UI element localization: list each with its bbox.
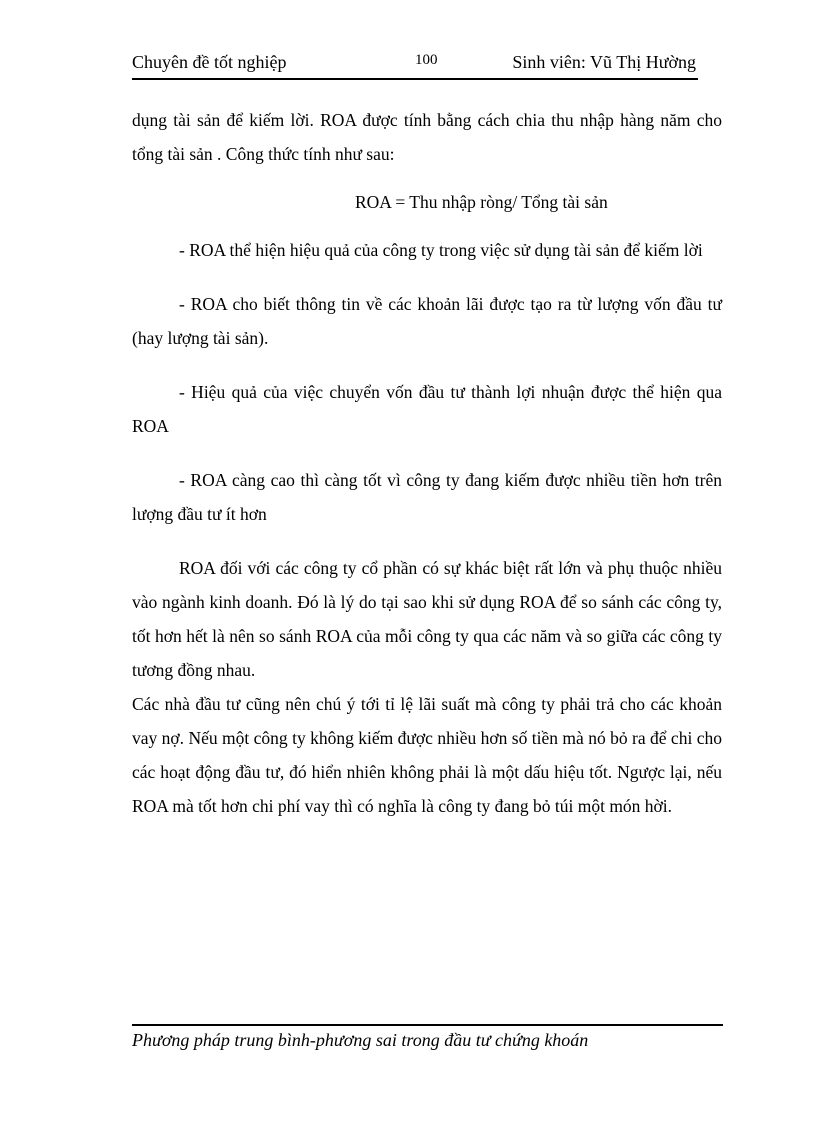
bullet-item: - Hiệu quả của việc chuyển vốn đầu tư thành lợi nhuận được thể hiện qua ROA xyxy=(132,382,722,436)
roa-formula: ROA = Thu nhập ròng/ Tổng tài sản xyxy=(355,192,608,212)
intro-paragraph: dụng tài sản để kiếm lời. ROA được tính bằng cách chia thu nhập hàng năm cho tổng tài sản . Công thức tính như sau: xyxy=(132,110,722,164)
header-document-type: Chuyên đề tốt nghiệp xyxy=(132,52,287,72)
body-paragraph: ROA đối với các công ty cổ phần có sự khác biệt rất lớn và phụ thuộc nhiều vào ngành kinh doanh. Đó là lý do tại sao khi sử dụng ROA để so sánh các công ty, tốt hơn hết là nên so sánh ROA của mỗi công ty qua các năm và so giữa các công ty tương đồng nhau. xyxy=(132,558,722,680)
header-student-name: Sinh viên: Vũ Thị Hường xyxy=(512,52,696,72)
bullet-item: - ROA cho biết thông tin về các khoản lãi được tạo ra từ lượng vốn đầu tư (hay lượng tài sản). xyxy=(132,294,722,348)
footer-rule xyxy=(132,1024,723,1026)
page-number: 100 xyxy=(415,52,438,68)
bullet-item: - ROA càng cao thì càng tốt vì công ty đang kiếm được nhiều tiền hơn trên lượng đầu tư ít hơn xyxy=(132,470,722,524)
page-header xyxy=(132,50,698,80)
body-paragraph: Các nhà đầu tư cũng nên chú ý tới tỉ lệ lãi suất mà công ty phải trả cho các khoản vay nợ. Nếu một công ty không kiếm được nhiều hơn số tiền mà nó bỏ ra để chi cho các hoạt động đầu tư, đó hiển nhiên không phải là một dấu hiệu tốt. Ngược lại, nếu ROA mà tốt hơn chi phí vay thì có nghĩa là công ty đang bỏ túi một món hời. xyxy=(132,694,722,816)
bullet-item: - ROA thể hiện hiệu quả của công ty trong việc sử dụng tài sản để kiếm lời xyxy=(179,240,703,260)
page-body xyxy=(132,103,722,823)
footer-title: Phương pháp trung bình-phương sai trong đầu tư chứng khoán xyxy=(132,1030,589,1050)
